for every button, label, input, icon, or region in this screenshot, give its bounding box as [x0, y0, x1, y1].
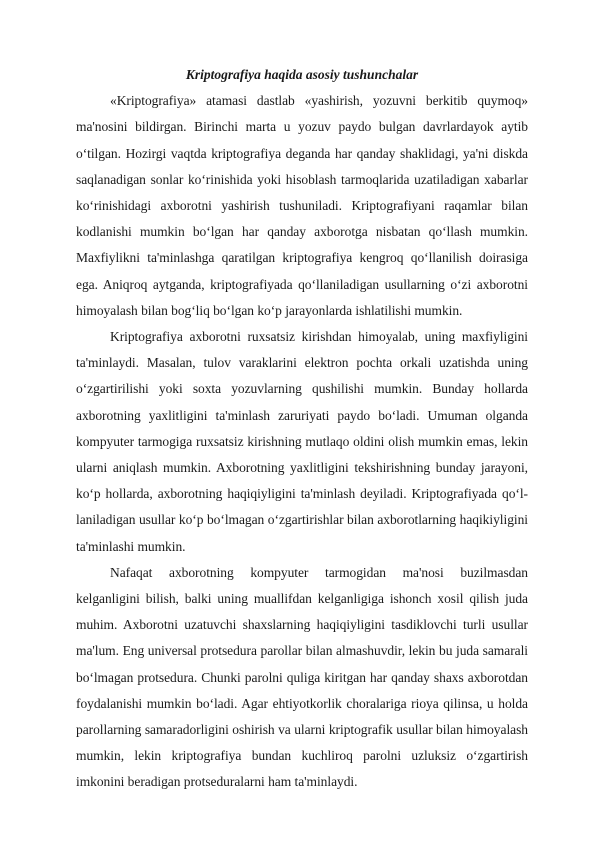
paragraph-3: Nafaqat axborotning kompyuter tarmogidan ma'nosi buzilmasdan kelganligini bilish, balki uning muallifdan kelganligiga ishonch xosil qilish juda muhim. Axborotni uzatuvchi shaxslarning haqiqiyligini tasdiklovchi turli usullar ma'lum. Eng universal protsedura parollar bilan almashuvdir, lekin bu juda samarali bo‘lmagan protsedura. Chunki parolni quliga kiritgan har qanday shaxs axborotdan foydalanishi mumkin bo‘ladi. Agar ehtiyotkorlik choralariga rioya qilinsa, u holda parollarning samaradorligini oshirish va ularni kriptografik usullar bilan himoyalash mumkin, lekin kriptografiya bundan kuchliroq parolni uzluksiz o‘zgartirish imkonini beradigan protseduralarni ham ta'minlaydi.	[76, 564, 528, 790]
paragraph-2: Kriptografiya axborotni ruxsatsiz kirishdan himoyalab, uning maxfiyligini ta'minlaydi. Masalan, tulov varaklarini elektron pochta orkali uzatishda uning o‘zgartirilishi yoki soxta yozuvlarning qushilishi mumkin. Bunday hollarda axborotning yaxlitligini ta'minlash zaruriyati paydo bo‘ladi. Umuman olganda kompyuter tarmogiga ruxsatsiz kirishning mutlaqo oldini olish mumkin emas, lekin ularni aniqlash mumkin. Axborotning yaxlitligini tekshirishning bunday jarayoni, ko‘p hollarda, axborotning haqiqiyligini ta'minlash deyiladi. Kriptografiyada qo‘l-laniladigan usullar ko‘p bo‘lmagan o‘zgartirishlar bilan axborotlarning haqikiyligini ta'minlashi mumkin.	[76, 329, 528, 554]
paragraph-1: «Kriptografiya» atamasi dastlab «yashirish, yozuvni berkitib quymoq» ma'nosini bildirgan. Birinchi marta u yozuv paydo bulgan davrlardayok aytib o‘tilgan. Hozirgi vaqtda kriptografiya deganda har qanday shaklidagi, ya'ni diskda saqlanadigan sonlar ko‘rinishida yoki hisoblash tarmoqlarida uzatiladigan xabarlar ko‘rinishidagi axborotni yashirish tushuniladi. Kriptografiyani raqamlar bilan kodlanishi mumkin bo‘lgan har qanday axborotga nisbatan qo‘llash mumkin. Maxfiylikni ta'minlashga qaratilgan kriptografiya kengroq qo‘llanilish doirasiga ega. Aniqroq aytganda, kriptografiyada qo‘llaniladigan usullarning o‘zi axborotni himoyalash bilan bog‘liq bo‘lgan ko‘p jarayonlarda ishlatilishi mumkin.	[76, 93, 528, 318]
document-page	[76, 62, 528, 796]
document-title: Kriptografiya haqida asosiy tushunchalar	[185, 67, 419, 82]
